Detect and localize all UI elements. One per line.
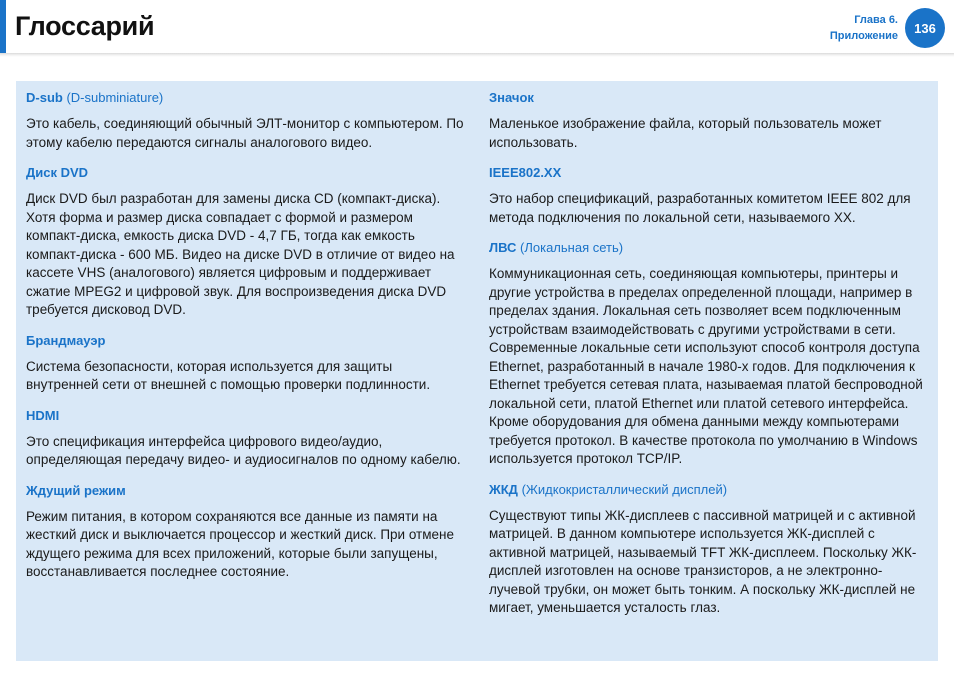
header-accent-bar [0,0,6,53]
header-divider [0,53,954,57]
glossary-entry [489,239,931,469]
term-description: Режим питания, в котором сохраняются все данные из памяти на жесткий диск и выключается процессор и жесткий диск. При отмене ждущего режима для всех приложений, которые были запущены, восстанавливается последнее состояние. [26,508,454,579]
term-name: ЖКД [489,481,518,497]
term-name: ЛВС [489,240,517,255]
term-description: Это кабель, соединяющий обычный ЭЛТ-монитор с компьютером. По этому кабелю передаются сигналы аналогового видео. [26,116,464,150]
term-name: Диск DVD [26,165,89,180]
term-name: Брандмауэр [26,332,106,348]
term-expansion: (D-subminiature) [62,90,164,105]
glossary-term [489,89,931,106]
glossary-entry [489,164,931,227]
term-name: HDMI [26,407,60,423]
term-expansion: (Жидкокристаллический дисплей) [517,481,728,497]
glossary-entry [26,89,466,152]
glossary-term [26,164,466,181]
glossary-entry [26,407,466,470]
term-name: D-sub [26,90,63,105]
glossary-term [489,239,931,256]
chapter-label [830,12,898,44]
term-description: Это спецификация интерфейса цифрового видео/аудио, определяющая передачу видео- и аудиосигналов по одному кабелю. [26,433,461,467]
term-expansion: (Локальная сеть) [516,240,624,255]
chapter-name: Приложение [829,30,898,42]
term-description: Коммуникационная сеть, соединяющая компьютеры, принтеры и другие устройства в пределах определенной площади, например в пределах здания. Локальная сеть позволяет всем подключенным устройствам взаимодействовать с другими устройствами в сети. Современные локальные сети используют способ контроля доступа Ethernet, разработанный в начале 1980-х годов. Для подключения к Ethernet требуется сетевая плата, называемая платой беспроводной локальной сети, платой Ethernet или платой сетевого интерфейса. Кроме оборудования для обмена данными между компьютерами требуется протокол. В качестве протокола по умолчанию в Windows используется протокол TCP/IP. [489,266,923,466]
term-description: Существуют типы ЖК-дисплеев с пассивной матрицей и с активной матрицей. В данном компьютере используется ЖК-дисплей с активной матрицей, называемый TFT ЖК-дисплеем. Поскольку ЖК-дисплей изготовлен на основе транзисторов, а не электронно-лучевой трубки, он может быть тонким. А поскольку ЖК-дисплей не мигает, уменьшается усталость глаз. [489,507,917,615]
glossary-term [489,481,931,498]
chapter-number: Глава 6. [854,14,898,26]
glossary-entry [26,332,466,395]
glossary-entry [26,164,466,320]
term-name: Ждущий режим [26,482,126,498]
term-name: Значок [489,90,534,105]
term-description: Диск DVD был разработан для замены диска CD (компакт-диска). Хотя форма и размер диска совпадает с формой и размером компакт-диска, емкость диска DVD - 4,7 ГБ, тогда как емкость компакт-диска - 600 МБ. Видео на диске DVD в отличие от видео на кассете VHS (аналогового) является цифровым и поддерживает сжатие MPEG2 и цифровой звук. Для воспроизведения диска DVD требуется дисковод DVD. [26,191,455,317]
page-title: Глоссарий [15,11,155,41]
glossary-entry [489,481,931,618]
glossary-term [26,332,466,349]
term-description: Это набор спецификаций, разработанных комитетом IEEE 802 для метода подключения по локальной сети, называемого XX. [489,191,911,225]
page-number-badge: 136 [905,8,945,48]
glossary-left-column [26,89,466,594]
glossary-entry [489,89,931,152]
glossary-panel [16,81,938,661]
term-name: IEEE802.XX [489,165,562,180]
glossary-entry [26,482,466,582]
glossary-term [26,482,466,499]
term-description: Маленькое изображение файла, который пользователь может использовать. [489,116,882,150]
glossary-right-column [489,89,931,630]
term-description: Система безопасности, которая используется для защиты внутренней сети от внешней с помощью проверки подлинности. [26,358,431,392]
glossary-term [26,407,466,424]
glossary-term [489,164,931,181]
glossary-term [26,89,466,106]
